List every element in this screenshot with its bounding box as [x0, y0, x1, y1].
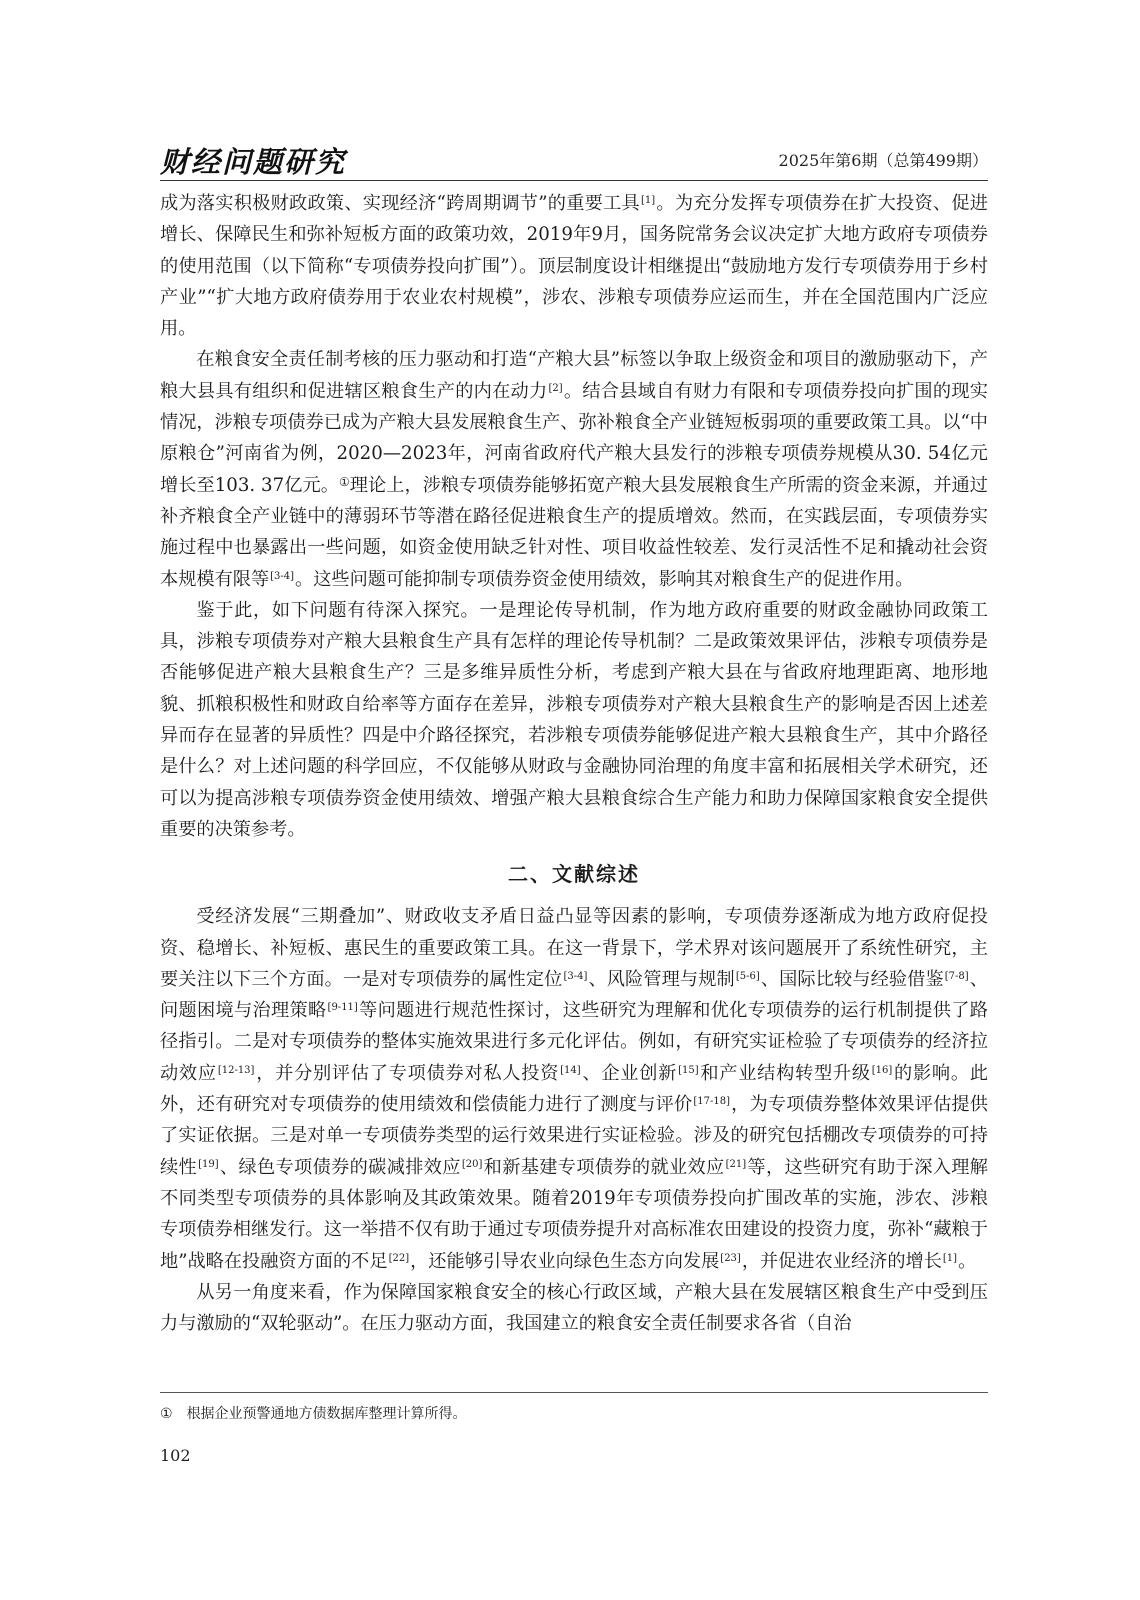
citation-ref: [3-4]: [270, 570, 295, 582]
text-run: 在粮食安全责任制考核的压力驱动和打造“产粮大县”标签以争取上级资金和项目的激励驱动下，产粮大县具有组织和促进辖区粮食生产的内在动力: [160, 349, 988, 402]
text-run: 、绿色专项债券的碳减排效应: [219, 1156, 461, 1178]
header-rule: [160, 180, 988, 181]
body-text: [160, 188, 988, 1339]
citation-ref: [23]: [720, 1252, 741, 1264]
citation-ref: [14]: [560, 1064, 581, 1076]
text-run: 鉴于此，如下问题有待深入探究。一是理论传导机制，作为地方政府重要的财政金融协同政策工具，涉粮专项债券对产粮大县粮食生产具有怎样的理论传导机制？二是政策效果评估，涉粮专项债券是否能够促进产粮大县粮食生产？三是多维异质性分析，考虑到产粮大县在与省政府地理距离、地形地貌、抓粮积极性和财政自给率等方面存在差异，涉粮专项债券对产粮大县粮食生产的影响是否因上述差异而存在显著的异质性？四是中介路径探究，若涉粮专项债券能够促进产粮大县粮食生产，其中介路径是什么？对上述问题的科学回应，不仅能够从财政与金融协同治理的角度丰富和拓展相关学术研究，还可以为提高涉粮专项债券资金使用绩效、增强产粮大县粮食综合生产能力和助力保障国家粮食安全提供重要的决策参考。: [160, 599, 988, 840]
text-run: 、国际比较与经验借鉴: [760, 968, 944, 990]
text-run: ，为专项债券整体效果评估提供了实证依据。三是对单一专项债券类型的运行效果进行实证检验。涉及的研究包括棚改专项债券的可持续性: [160, 1094, 988, 1178]
citation-ref: [1]: [942, 1252, 958, 1264]
text-run: ，并分别评估了专项债券对私人投资: [255, 1062, 560, 1084]
text-run: 的影响。此外，还有研究对专项债券的使用绩效和偿债能力进行了测度与评价: [160, 1062, 988, 1116]
text-run: 、企业创新: [581, 1062, 678, 1084]
citation-ref: [16]: [871, 1064, 893, 1076]
citation-ref: [5-6]: [735, 970, 760, 982]
citation-ref: [22]: [388, 1252, 410, 1264]
text-run: 。这些问题可能抑制专项债券资金使用绩效，影响其对粮食生产的促进作用。: [295, 568, 914, 590]
citation-ref: [21]: [725, 1158, 747, 1170]
text-run: 。: [958, 1250, 977, 1272]
paragraph: [160, 901, 988, 1277]
text-run: 从另一角度来看，作为保障国家粮食安全的核心行政区域，产粮大县在发展辖区粮食生产中受到压力与激励的“双轮驱动”。在压力驱动方面，我国建立的粮食安全责任制要求各省（自治: [160, 1281, 988, 1335]
paragraph: [160, 595, 988, 845]
text-run: 等，这些研究有助于深入理解不同类型专项债券的具体影响及其政策效果。随着2019年专项债券投向扩围改革的实施，涉农、涉粮专项债券相继发行。这一举措不仅有助于通过专项债券提升对高标准农田建设的投资力度，弥补“藏粮于地”战略在投融资方面的不足: [160, 1156, 988, 1272]
text-run: ，还能够引导农业向绿色生态方向发展: [410, 1250, 720, 1272]
paragraph: [160, 188, 988, 344]
citation-ref: [1]: [640, 195, 656, 206]
text-run: 受经济发展“三期叠加”、财政收支矛盾日益凸显等因素的影响，专项债券逐渐成为地方政府促投资、稳增长、补短板、惠民生的重要政策工具。在这一背景下，学术界对该问题展开了系统性研究，主要关注以下三个方面。一是对专项债券的属性定位: [160, 906, 988, 990]
text-run: 和产业结构转型升级: [699, 1062, 871, 1084]
paragraph: [160, 344, 988, 594]
section-heading: 二、文献综述: [508, 862, 640, 887]
page-number: 102: [160, 1446, 191, 1465]
footnote-rule: [160, 1392, 988, 1393]
page-header: [160, 138, 988, 182]
citation-ref: [19]: [198, 1158, 219, 1170]
text-run: 等问题进行规范性探讨，这些研究为理解和优化专项债券的运行机制提供了路径指引。二是对专项债券的整体实施效果进行多元化评估。例如，有研究实证检验了专项债券的经济拉动效应: [160, 1000, 988, 1084]
paragraph: [160, 1277, 988, 1340]
citation-ref: [2]: [548, 382, 563, 394]
text-run: ，并促进农业经济的增长: [741, 1250, 942, 1272]
text-run: 、风险管理与规制: [588, 968, 735, 990]
text-run: 理论上，涉粮专项债券能够拓宽产粮大县发展粮食生产所需的资金来源，并通过补齐粮食全产业链中的薄弱环节等潜在路径促进粮食生产的提质增效。然而，在实践层面，专项债券实施过程中也暴露出一些问题，如资金使用缺乏针对性、项目收益性较差、发行灵活性不足和撬动社会资本规模有限等: [160, 474, 988, 590]
citation-ref: [3-4]: [563, 970, 588, 982]
journal-logo: 财经问题研究: [160, 145, 347, 179]
text-run: 和新基建专项债券的就业效应: [483, 1156, 725, 1178]
text-run: 成为落实积极财政政策、实现经济“跨周期调节”的重要工具: [160, 193, 640, 214]
paragraphs-after-heading: [160, 901, 988, 1339]
issue-info: 2025年第6期（总第499期）: [778, 151, 988, 170]
citation-ref: [9-11]: [327, 1002, 358, 1014]
citation-ref: [20]: [461, 1158, 483, 1170]
text-run: 、问题困境与治理策略: [160, 968, 988, 1022]
text-run: 。为充分发挥专项债券在扩大投资、促进增长、保障民生和弥补短板方面的政策功效，2019年9月，国务院常务会议决定扩大地方政府专项债券的使用范围（以下简称“专项债券投向扩围”）。顶层制度设计相继提出“鼓励地方发行专项债券用于乡村产业”“扩大地方政府债券用于农业农村规模”，涉农、涉粮专项债券应运而生，并在全国范围内广泛应用。: [160, 193, 988, 340]
footnote-ref: ①: [338, 474, 350, 489]
paragraphs-before-heading: [160, 188, 988, 845]
text-run: 。结合县域自有财力有限和专项债券投向扩围的现实情况，涉粮专项债券已成为产粮大县发展粮食生产、弥补粮食全产业链短板弱项的重要政策工具。以“中原粮仓”河南省为例，2020—2023年，河南省政府代产粮大县发行的涉粮专项债券规模从30. 54亿元增长至103. 37亿元。: [160, 380, 988, 496]
citation-ref: [7-8]: [944, 970, 969, 982]
citation-ref: [15]: [678, 1064, 699, 1076]
footnote-text: 根据企业预警通地方债数据库整理计算所得。: [186, 1406, 467, 1422]
citation-ref: [12-13]: [217, 1064, 255, 1076]
footnote-mark: ①: [160, 1406, 173, 1422]
footnote: [160, 1404, 988, 1424]
citation-ref: [17-18]: [693, 1096, 730, 1108]
